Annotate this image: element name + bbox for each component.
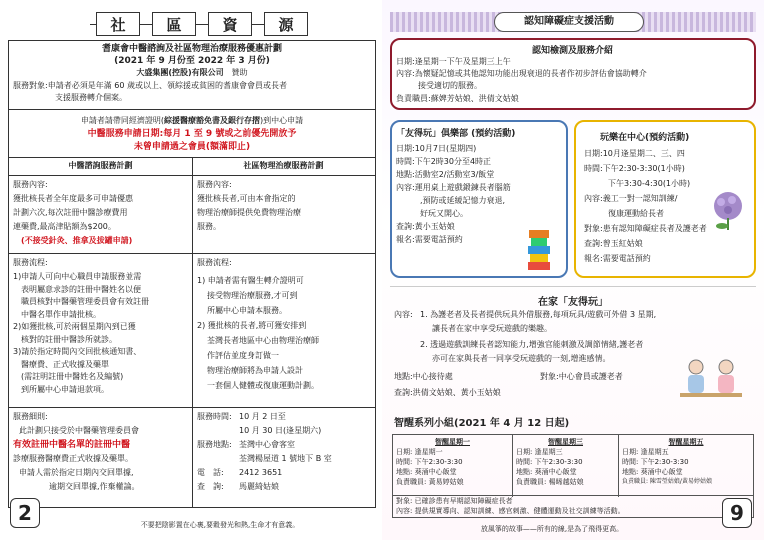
play-label: 時間: <box>584 164 603 173</box>
club-value: 活動室2/活動室3/飯堂 <box>414 170 495 179</box>
process-left-9: (需註明註冊中醫姓名及編號) <box>21 372 124 381</box>
sponsor-line <box>9 67 375 80</box>
process-left-4: 中醫名單作申請批核。 <box>21 309 101 319</box>
playcenter-box <box>574 120 756 278</box>
info-contact-label: 查 詢: <box>197 482 224 491</box>
smart-group-friday <box>619 435 753 497</box>
group-time: 時間: 下午2:30-3:30 <box>396 458 463 466</box>
content-right-1: 獲批核長者,可由本會指定的 <box>197 194 296 203</box>
smart-target: 對象: 已確診患有早期認知障礙症長者 <box>396 497 513 505</box>
title-char-2: 區 <box>152 12 196 36</box>
group-staff: 負責職員: 楊晞越姑娘 <box>516 478 584 486</box>
divider <box>9 109 375 110</box>
play-value: 10月逢星期二、三、四 <box>602 149 685 158</box>
smart-content: 內容: 提供規實導向、認知訓練、感官刺激、健體運動及社交訓練等活動。 <box>396 507 625 515</box>
info-time-1: 10 月 2 日至 <box>239 412 286 421</box>
apply-date-notice: 中醫服務申請日期:每月 1 至 9 號或之前優先開放予 <box>87 129 297 139</box>
notes-line-2: 有效註冊中醫名單的註冊中醫 <box>13 440 131 450</box>
scheme-title: 耆康會中醫諮詢及社區物理治療服務優惠計劃 <box>101 44 282 54</box>
home-target <box>540 371 623 384</box>
play-value: 復康運動給長者 <box>608 209 664 218</box>
sponsor-name: 大盛集團(控股)有限公司 <box>136 68 224 77</box>
process-left-1: 1)申請人可向中心職員申請服務並需 <box>13 272 142 281</box>
group-staff: 負責職員: 陳雪瑩姑娘/黃易婷姑娘 <box>622 478 712 485</box>
page-number-left: 2 <box>10 498 40 528</box>
info-phone-label: 電 話: <box>197 468 224 477</box>
group-day: 日期: 逢星期三 <box>516 448 563 456</box>
process-left-6: 核對的註冊中醫診所就診。 <box>21 334 117 344</box>
home-p2b: 亦可在家與長者一同享受玩遊戲的一刻,增進感情。 <box>432 354 611 363</box>
target-text-1: 申請者必須是年滿 60 歲或以上、領綜援或貧困的耆康會會員或長者 <box>47 81 287 90</box>
sponsor-suffix: 贊助 <box>231 68 248 77</box>
smart-series-grid <box>392 434 754 496</box>
process-left-5: 2)如獲批核,可於兩個星期內到已獲 <box>13 322 136 331</box>
page-number-right: 9 <box>722 498 752 528</box>
process-right-8: 一套個人健體或復康運動計劃。 <box>207 381 319 390</box>
notes-line-3: 診療服務醫療費正式收據及藥單。 <box>13 454 133 463</box>
group-place: 地點: 葵涌中心飯堂 <box>516 468 577 476</box>
content-left-1: 獲批核長者全年度最多可申請優惠 <box>13 194 133 203</box>
intro-staff-label: 負責職員: <box>396 94 431 103</box>
target-line <box>13 80 287 93</box>
process-label: 服務流程: <box>13 258 48 267</box>
target-label: 服務對象: <box>13 81 48 90</box>
info-time-label: 服務時間: <box>197 412 232 421</box>
home-p2a: 2. 透過遊戲訓練長者認知能力,增強官能刺激及調節情緒,護老者 <box>420 340 644 349</box>
process-left-2: 表明屬意求診的註冊中醫姓名以便 <box>21 284 141 294</box>
info-contact: 馬麗綺姑娘 <box>239 482 279 491</box>
content-right-3: 服務。 <box>197 222 221 231</box>
smart-group-wednesday <box>513 435 619 497</box>
home-contact-value: 洪倩文姑娘、黃小玉姑娘 <box>412 388 501 397</box>
home-p1a: 1. 為護老者及長者提供玩具外借服務,每項玩具/遊戲可外借 3 星期, <box>420 310 657 319</box>
play-label: 日期: <box>584 149 603 158</box>
home-contact-label: 查詢: <box>394 388 413 397</box>
play-label: 內容: <box>584 194 603 203</box>
apply-priority-notice: 未曾申請過之會員(額滿即止) <box>133 142 251 152</box>
club-value: 下午2時30分至4時正 <box>414 157 492 166</box>
notes-label: 服務細則: <box>13 412 48 421</box>
home-place-value: 中心接待處 <box>412 372 453 381</box>
notes-line-1: 此計劃只接受於中醫藥管理委員會 <box>19 426 139 435</box>
info-phone: 2412 3651 <box>239 468 283 477</box>
notes-line-4: 申請人需於指定日期內交回單據, <box>19 468 134 477</box>
home-contact <box>394 387 501 400</box>
club-box <box>390 120 568 278</box>
group-time: 時間: 下午2:30-3:30 <box>622 458 689 466</box>
club-value: 需要電話預約 <box>414 235 463 244</box>
col-header-chinese-medicine: 中醫諮詢服務計劃 <box>68 161 133 170</box>
notes-line-5: 逾期交回單據,作棄權論。 <box>49 482 140 491</box>
process-right-5: 荃灣長者地區中心由物理治療師 <box>207 336 319 345</box>
process-left-7: 3)請於指定時間內交回批核通知書、 <box>13 347 142 356</box>
playcenter-details <box>584 146 707 266</box>
info-place-label: 服務地點: <box>197 440 232 449</box>
divider <box>9 407 375 408</box>
play-label: 查詢: <box>584 239 603 248</box>
process-left-10: 到所屬中心申請退款項。 <box>21 384 109 394</box>
home-p1b: 讓長者在家中享受玩遊戲的樂趣。 <box>432 324 552 333</box>
intro-date-value: 逢星期一下午及星期三上午 <box>414 57 511 66</box>
content-left-3: 連藥費,最高津貼額為$200。 <box>13 222 116 231</box>
right-page-title: 認知障礙症支援活動 <box>494 12 644 32</box>
title-char-1: 社 <box>96 12 140 36</box>
group-place: 地點: 葵涌中心飯堂 <box>622 468 683 476</box>
info-time-2: 10 月 30 日(逢星期六) <box>239 426 322 435</box>
home-content-label: 內容: <box>394 310 413 319</box>
apply-prefix: 申請者請帶同經濟證明( <box>80 116 164 125</box>
play-value: 需要電話預約 <box>602 254 651 263</box>
smart-series-footer <box>392 496 754 518</box>
play-value: 義工一對一認知訓練/ <box>602 194 678 203</box>
group-time: 時間: 下午2:30-3:30 <box>516 458 583 466</box>
process-right-2: 接受物理治療服務,才可到 <box>207 291 298 300</box>
title-char-3: 資 <box>208 12 252 36</box>
club-label: 時間: <box>396 157 415 166</box>
process-right-list <box>197 273 319 393</box>
club-label: 地點: <box>396 170 415 179</box>
right-footer-quote: 放風箏的故事——所有的線,是為了飛得更高。 <box>480 525 624 533</box>
club-value: 運用桌上遊戲鍛鍊長者腦筋 <box>414 183 511 192</box>
smart-series-title: 智醒系列小組(2021 年 4 月 12 日起) <box>394 418 570 429</box>
intro-content <box>396 68 647 81</box>
club-value: 10月7日(星期四) <box>414 144 477 153</box>
club-label: 日期: <box>396 144 415 153</box>
group-name: 智醒星期三 <box>548 438 583 446</box>
club-value: ,預防或延緩記憶力衰退, <box>420 196 506 205</box>
home-target-value: 中心會員或護老者 <box>558 372 623 381</box>
club-value: 黃小玉姑娘 <box>414 222 455 231</box>
col-header-physiotherapy: 社區物理治療服務計劃 <box>243 161 324 170</box>
group-day: 日期: 逢星期五 <box>622 448 669 456</box>
process-left-8: 醫療費、正式收據及藥單 <box>21 359 109 369</box>
content-label: 服務內容: <box>13 180 48 189</box>
play-value: 下午3:30-4:30(1小時) <box>608 179 691 188</box>
club-label: 內容: <box>396 183 415 192</box>
intro-date-label: 日期: <box>396 57 415 66</box>
info-place-2: 荃灣楊屋道 1 號地下 B 室 <box>239 454 332 463</box>
intro-title: 認知檢測及服務介紹 <box>531 46 613 56</box>
block-tower-icon <box>518 222 560 272</box>
play-value: 曾玉紅姑娘 <box>602 239 643 248</box>
home-place-label: 地點: <box>394 372 413 381</box>
intro-content-1: 為懷疑記憶或其他認知功能出現衰退的長者作初步評估會協助轉介 <box>414 69 647 78</box>
smart-group-monday <box>393 435 513 497</box>
group-day: 日期: 逢星期一 <box>396 448 443 456</box>
process-right-4: 2) 獲批核的長者,將可獲安排到 <box>197 321 307 330</box>
club-label: 查詢: <box>396 222 415 231</box>
title-char-4: 源 <box>264 12 308 36</box>
play-value: 下午2:30-3:30(1小時) <box>602 164 685 173</box>
process-right-7: 物理治療師將為申請人設計 <box>207 366 303 375</box>
group-staff: 負責職員: 黃易婷姑娘 <box>396 478 464 486</box>
intro-content-2: 接受適切的服務。 <box>418 81 482 90</box>
process-left-3: 職員核對中醫藥管理委員會有效註冊 <box>21 297 149 306</box>
apply-suffix: )到中心申請 <box>260 116 304 125</box>
group-name: 智醒星期一 <box>435 438 470 446</box>
hydrangea-flower-icon <box>706 188 750 232</box>
playcenter-title: 玩樂在中心(預約活動) <box>600 133 690 143</box>
scheme-period: (2021 年 9 月份至 2022 年 3 月份) <box>114 56 270 66</box>
group-place: 地點: 葵涌中心飯堂 <box>396 468 457 476</box>
scheme-frame <box>8 40 376 508</box>
content-left-note: (不接受針灸、推拿及拔罐申請) <box>21 236 133 245</box>
club-label: 報名: <box>396 235 415 244</box>
intro-staff-value: 蘇婢芳姑娘、洪倩文姑娘 <box>430 94 519 103</box>
intro-date <box>396 56 511 69</box>
play-label: 報名: <box>584 254 603 263</box>
club-title: 「友得玩」俱樂部 (預約活動) <box>396 129 516 139</box>
home-play-section <box>390 286 756 402</box>
content-left-2: 計劃六次,每次註冊中醫診療費用 <box>13 208 128 217</box>
process-right-3: 所屬中心申請本服務。 <box>207 306 287 315</box>
info-place-1: 荃灣中心會客室 <box>239 440 295 449</box>
intro-content-label: 內容: <box>396 69 415 78</box>
group-name: 智醒星期五 <box>668 438 704 446</box>
section-title <box>96 12 308 36</box>
column-divider <box>192 157 193 507</box>
content-label-right: 服務內容: <box>197 180 232 189</box>
intro-staff <box>396 93 519 106</box>
apply-documents: 綜援醫療豁免書及銀行存摺 <box>164 116 260 125</box>
target-text-2: 支援服務轉介個案。 <box>55 93 127 102</box>
divider <box>9 253 375 254</box>
apply-line-1 <box>9 115 375 128</box>
home-play-title: 在家「友得玩」 <box>538 297 608 308</box>
play-label: 對象: <box>584 224 603 233</box>
left-footer-quote: 不要把陰影置在心裏,要穀發光和熱,生命才有意義。 <box>140 521 300 529</box>
content-right-2: 物理治療師提供免費物理治療 <box>197 208 301 217</box>
right-page <box>382 0 764 540</box>
elderly-couple-illustration <box>676 357 746 401</box>
process-label-right: 服務流程: <box>197 258 232 267</box>
process-right-1: 1) 申請者需有醫生轉介證明可 <box>197 276 304 285</box>
process-left-list <box>13 271 149 396</box>
club-details <box>396 142 511 246</box>
play-value: 患有認知障礙症長者及護老者 <box>602 224 707 233</box>
home-place <box>394 371 453 384</box>
home-target-label: 對象: <box>540 372 559 381</box>
process-right-6: 作評估並度身訂做一 <box>207 351 279 360</box>
club-value: 好玩又開心。 <box>420 209 468 218</box>
intro-box <box>390 38 756 110</box>
